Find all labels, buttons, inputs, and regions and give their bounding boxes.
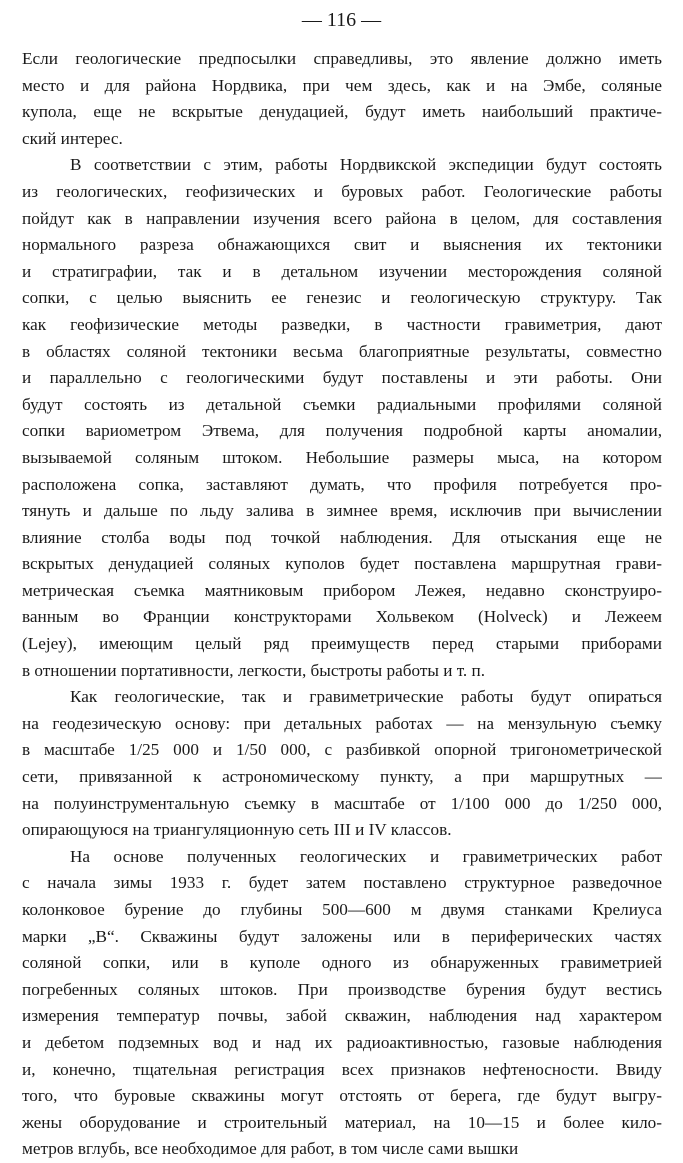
text-line: будут состоять из детальной съемки радиальными профилями соляной <box>22 394 662 414</box>
text-line: опирающуюся на триангуляционную сеть III и IV классов. <box>22 820 452 840</box>
text-line: ванным во Франции конструкторами Хольвеком (Holveck) и Лежеем <box>22 607 662 627</box>
text-line: и, конечно, тщательная регистрация всех признаков нефтеносности. Ввиду <box>22 1059 662 1079</box>
text-line: из геологических, геофизических и буровых работ. Геологические работы <box>22 181 662 201</box>
text-line: погребенных соляных штоков. При производстве бурения будут вестись <box>22 979 662 999</box>
paragraph <box>22 46 662 152</box>
paragraph <box>22 152 662 684</box>
text-line: соляной сопки, или в куполе одного из обнаруженных гравиметрией <box>22 953 662 973</box>
text-line: марки „В“. Скважины будут заложены или в периферических частях <box>22 926 662 946</box>
text-line: место и для района Нордвика, при чем здесь, как и на Эмбе, соляные <box>22 75 662 95</box>
text-line: на геодезическую основу: при детальных работах — на мензульную съемку <box>22 713 662 733</box>
text-line: и параллельно с геологическими будут поставлены и эти работы. Они <box>22 368 662 388</box>
text-line: Как геологические, так и гравиметрические работы будут опираться <box>70 687 662 707</box>
text-line: измерения температур почвы, забой скважин, наблюдения над характером <box>22 1006 662 1026</box>
text-line: В соответствии с этим, работы Нордвикской экспедиции будут состоять <box>70 155 662 175</box>
document-body <box>22 46 662 1163</box>
page-number: — 116 — <box>301 9 382 31</box>
text-line: (Lejey), имеющим целый ряд преимуществ перед старыми приборами <box>22 634 662 654</box>
text-line: с начала зимы 1933 г. будет затем поставлено структурное разведочное <box>22 873 662 893</box>
text-line: метрическая съемка маятниковым прибором Лежея, недавно сконструиро- <box>22 580 662 600</box>
text-line: расположена сопка, заставляют думать, что профиля потребуется про- <box>22 474 662 494</box>
text-line: того, что буровые скважины могут отстоять от берега, где будут выгру- <box>22 1086 662 1106</box>
text-line: купола, еще не вскрытые денудацией, будут иметь наибольший практиче- <box>22 102 662 122</box>
text-line: и дебетом подземных вод и над их радиоактивностью, газовые наблюдения <box>22 1032 662 1052</box>
text-line: сети, привязанной к астрономическому пункту, а при маршрутных — <box>22 767 662 787</box>
text-line: как геофизические методы разведки, в частности гравиметрия, дают <box>22 314 662 334</box>
text-line: вскрытых денудацией соляных куполов будет поставлена маршрутная грави- <box>22 554 662 574</box>
text-line: Если геологические предпосылки справедливы, это явление должно иметь <box>22 49 662 68</box>
text-line: метров вглубь, все необходимое для работ, в том числе сами вышки <box>22 1139 519 1159</box>
text-line: в областях соляной тектоники весьма благоприятные результаты, совместно <box>22 341 662 361</box>
text-line: сопки вариометром Этвема, для получения подробной карты аномалии, <box>22 421 662 441</box>
text-line: нормального разреза обнажающихся свит и выяснения их тектоники <box>22 235 662 255</box>
text-line: тянуть и дальше по льду залива в зимнее время, исключив при вычислении <box>22 501 662 521</box>
text-line: вызываемой соляным штоком. Небольшие размеры мыса, на котором <box>22 447 662 467</box>
text-line: жены оборудование и строительный материал, на 10—15 и более кило- <box>22 1112 662 1132</box>
text-line: На основе полученных геологических и гравиметрических работ <box>70 846 662 866</box>
paragraph <box>22 844 662 1163</box>
text-line: сопки, с целью выяснить ее генезис и геологическую структуру. Так <box>22 288 662 308</box>
text-line: на полуинструментальную съемку в масштабе от 1/100 000 до 1/250 000, <box>22 793 662 813</box>
text-line: в масштабе 1/25 000 и 1/50 000, с разбивкой опорной тригонометрической <box>22 740 662 760</box>
text-line: в отношении портативности, легкости, быстроты работы и т. п. <box>22 660 486 680</box>
text-line: пойдут как в направлении изучения всего района в целом, для составления <box>22 208 662 228</box>
text-line: ский интерес. <box>22 128 123 148</box>
text-line: влияние столба воды под точкой наблюдения. Для отыскания еще не <box>22 527 662 547</box>
text-line: и стратиграфии, так и в детальном изучении месторождения соляной <box>22 261 662 281</box>
paragraph <box>22 684 662 844</box>
text-line: колонковое бурение до глубины 500—600 м двумя станками Крелиуса <box>22 900 662 919</box>
